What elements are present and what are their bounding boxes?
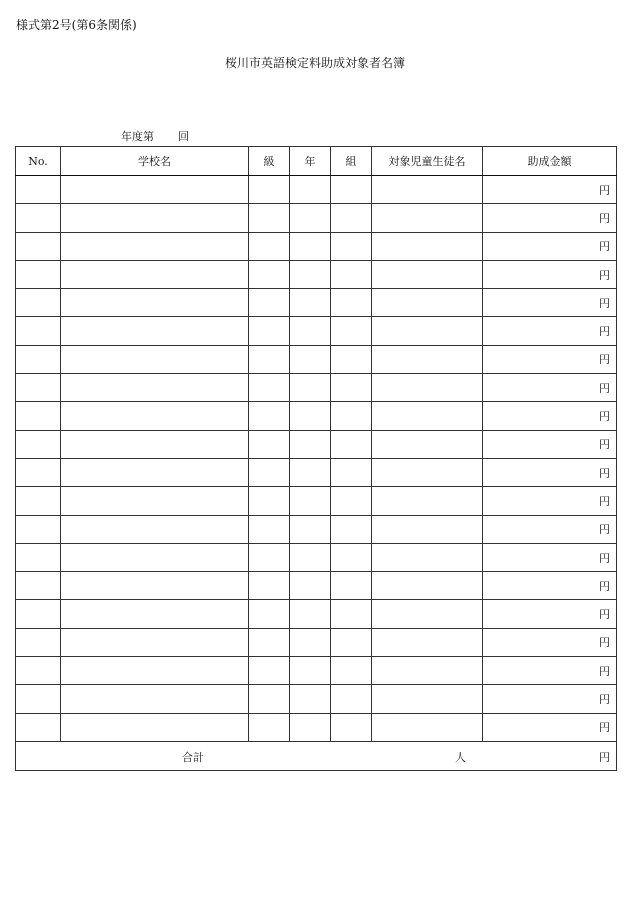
cell-no (16, 628, 61, 656)
cell-grade-level (249, 543, 290, 571)
cell-grade-level (249, 458, 290, 486)
cell-subsidy-amount: 円 (483, 260, 617, 288)
cell-student-name (372, 345, 483, 373)
table-row (16, 600, 617, 628)
cell-grade-level (249, 260, 290, 288)
cell-school-name (61, 458, 249, 486)
cell-grade-level (249, 176, 290, 204)
cell-year (290, 713, 331, 741)
cell-school-name (61, 402, 249, 430)
cell-year (290, 402, 331, 430)
cell-subsidy-amount: 円 (483, 487, 617, 515)
cell-no (16, 402, 61, 430)
table-row (16, 572, 617, 600)
cell-class (331, 289, 372, 317)
cell-subsidy-amount: 円 (483, 402, 617, 430)
cell-school-name (61, 515, 249, 543)
cell-class (331, 713, 372, 741)
cell-student-name (372, 374, 483, 402)
header-class: 組 (331, 147, 372, 176)
cell-class (331, 685, 372, 713)
cell-school-name (61, 260, 249, 288)
cell-subsidy-amount: 円 (483, 232, 617, 260)
cell-grade-level (249, 600, 290, 628)
cell-school-name (61, 345, 249, 373)
table-row (16, 515, 617, 543)
cell-school-name (61, 232, 249, 260)
table-row (16, 374, 617, 402)
cell-year (290, 204, 331, 232)
cell-grade-level (249, 430, 290, 458)
cell-grade-level (249, 317, 290, 345)
table-row (16, 204, 617, 232)
total-cell (16, 741, 617, 770)
cell-school-name (61, 685, 249, 713)
cell-grade-level (249, 628, 290, 656)
cell-subsidy-amount: 円 (483, 374, 617, 402)
table-row (16, 176, 617, 204)
table-row (16, 345, 617, 373)
cell-year (290, 176, 331, 204)
cell-year (290, 345, 331, 373)
cell-subsidy-amount: 円 (483, 515, 617, 543)
cell-year (290, 572, 331, 600)
cell-school-name (61, 628, 249, 656)
cell-year (290, 374, 331, 402)
cell-grade-level (249, 289, 290, 317)
header-no: No. (16, 147, 61, 176)
cell-class (331, 430, 372, 458)
cell-class (331, 345, 372, 373)
cell-grade-level (249, 657, 290, 685)
cell-year (290, 628, 331, 656)
cell-student-name (372, 289, 483, 317)
table-row (16, 402, 617, 430)
cell-class (331, 628, 372, 656)
cell-no (16, 458, 61, 486)
cell-subsidy-amount: 円 (483, 204, 617, 232)
cell-no (16, 572, 61, 600)
table-header-row (16, 147, 617, 176)
session-line (121, 130, 189, 144)
cell-student-name (372, 430, 483, 458)
cell-no (16, 374, 61, 402)
cell-no (16, 317, 61, 345)
cell-student-name (372, 657, 483, 685)
cell-subsidy-amount: 円 (483, 458, 617, 486)
cell-class (331, 487, 372, 515)
cell-school-name (61, 289, 249, 317)
header-student-name: 対象児童生徒名 (372, 147, 483, 176)
cell-student-name (372, 713, 483, 741)
cell-grade-level (249, 232, 290, 260)
cell-year (290, 487, 331, 515)
table-row (16, 458, 617, 486)
cell-no (16, 232, 61, 260)
cell-no (16, 515, 61, 543)
cell-class (331, 515, 372, 543)
cell-student-name (372, 402, 483, 430)
cell-year (290, 458, 331, 486)
cell-no (16, 289, 61, 317)
cell-student-name (372, 204, 483, 232)
cell-no (16, 487, 61, 515)
cell-school-name (61, 204, 249, 232)
form-number-label: 様式第2号(第6条関係) (16, 18, 137, 32)
total-persons-unit: 人 (455, 750, 466, 764)
header-year: 年 (290, 147, 331, 176)
cell-class (331, 572, 372, 600)
cell-subsidy-amount: 円 (483, 713, 617, 741)
cell-no (16, 260, 61, 288)
cell-grade-level (249, 487, 290, 515)
cell-subsidy-amount: 円 (483, 345, 617, 373)
cell-class (331, 176, 372, 204)
table-row (16, 713, 617, 741)
session-count-label: 回 (178, 130, 189, 143)
cell-student-name (372, 317, 483, 345)
cell-class (331, 458, 372, 486)
table-row (16, 317, 617, 345)
cell-subsidy-amount: 円 (483, 289, 617, 317)
cell-school-name (61, 487, 249, 515)
cell-school-name (61, 430, 249, 458)
table-row (16, 232, 617, 260)
cell-student-name (372, 628, 483, 656)
table-row (16, 657, 617, 685)
cell-subsidy-amount: 円 (483, 430, 617, 458)
table-row (16, 289, 617, 317)
total-label: 合計 (182, 750, 204, 764)
cell-school-name (61, 317, 249, 345)
cell-class (331, 374, 372, 402)
cell-school-name (61, 657, 249, 685)
table-row (16, 685, 617, 713)
cell-class (331, 657, 372, 685)
cell-no (16, 176, 61, 204)
year-label: 年度第 (121, 130, 154, 143)
cell-year (290, 685, 331, 713)
cell-subsidy-amount: 円 (483, 685, 617, 713)
cell-student-name (372, 458, 483, 486)
cell-student-name (372, 685, 483, 713)
cell-grade-level (249, 713, 290, 741)
header-school-name: 学校名 (61, 147, 249, 176)
cell-subsidy-amount: 円 (483, 176, 617, 204)
cell-student-name (372, 572, 483, 600)
cell-class (331, 543, 372, 571)
cell-grade-level (249, 572, 290, 600)
cell-year (290, 657, 331, 685)
cell-class (331, 204, 372, 232)
cell-no (16, 430, 61, 458)
table-row (16, 260, 617, 288)
cell-subsidy-amount: 円 (483, 628, 617, 656)
cell-subsidy-amount: 円 (483, 317, 617, 345)
total-amount-unit: 円 (599, 750, 610, 764)
header-grade-level: 級 (249, 147, 290, 176)
cell-school-name (61, 176, 249, 204)
cell-no (16, 713, 61, 741)
cell-class (331, 232, 372, 260)
cell-school-name (61, 572, 249, 600)
cell-subsidy-amount: 円 (483, 572, 617, 600)
cell-year (290, 289, 331, 317)
cell-student-name (372, 487, 483, 515)
cell-student-name (372, 515, 483, 543)
cell-grade-level (249, 685, 290, 713)
cell-class (331, 260, 372, 288)
cell-grade-level (249, 374, 290, 402)
header-subsidy-amount: 助成金額 (483, 147, 617, 176)
cell-student-name (372, 176, 483, 204)
cell-school-name (61, 600, 249, 628)
table-row (16, 628, 617, 656)
cell-student-name (372, 600, 483, 628)
roster-table (15, 146, 617, 771)
cell-year (290, 317, 331, 345)
cell-year (290, 515, 331, 543)
cell-no (16, 345, 61, 373)
cell-year (290, 543, 331, 571)
cell-school-name (61, 713, 249, 741)
cell-year (290, 260, 331, 288)
cell-school-name (61, 543, 249, 571)
cell-grade-level (249, 345, 290, 373)
cell-grade-level (249, 515, 290, 543)
table-row (16, 487, 617, 515)
cell-no (16, 543, 61, 571)
cell-year (290, 600, 331, 628)
cell-no (16, 657, 61, 685)
cell-subsidy-amount: 円 (483, 657, 617, 685)
cell-student-name (372, 543, 483, 571)
total-row (16, 741, 617, 770)
cell-grade-level (249, 402, 290, 430)
cell-no (16, 204, 61, 232)
cell-school-name (61, 374, 249, 402)
document-title: 桜川市英語検定料助成対象者名簿 (224, 56, 405, 70)
cell-class (331, 402, 372, 430)
table-row (16, 430, 617, 458)
cell-class (331, 600, 372, 628)
cell-subsidy-amount: 円 (483, 543, 617, 571)
cell-student-name (372, 232, 483, 260)
cell-student-name (372, 260, 483, 288)
cell-no (16, 600, 61, 628)
cell-subsidy-amount: 円 (483, 600, 617, 628)
table-row (16, 543, 617, 571)
cell-class (331, 317, 372, 345)
cell-no (16, 685, 61, 713)
cell-year (290, 232, 331, 260)
cell-year (290, 430, 331, 458)
cell-grade-level (249, 204, 290, 232)
